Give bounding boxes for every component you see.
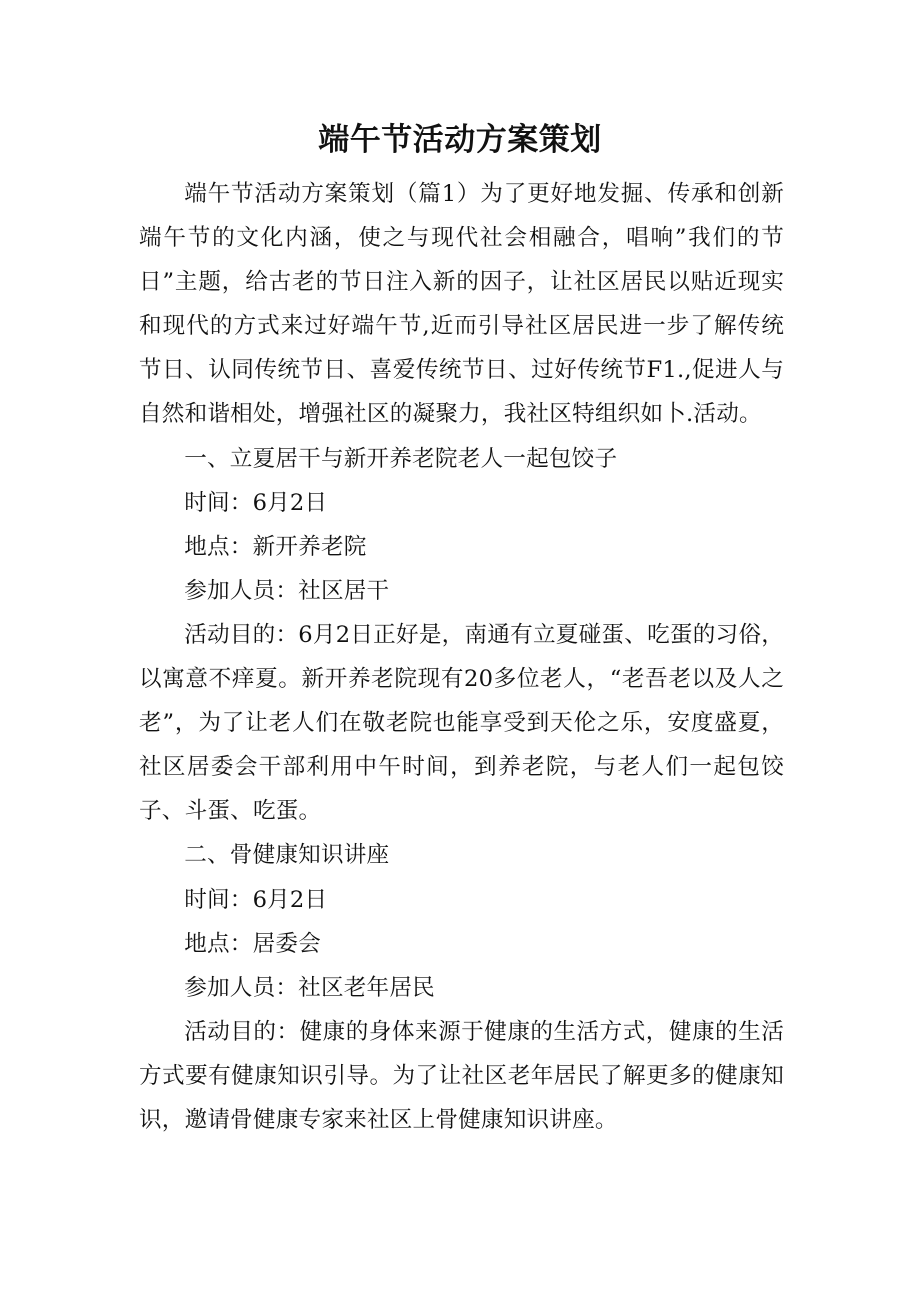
section-2-location: 地点：居委会 (184, 930, 321, 957)
section-heading-1: 一、立夏居干与新开养老院老人一起包饺子 (184, 445, 618, 472)
section-2-time: 时间：6月2日 (184, 886, 328, 913)
section-2-participants: 参加人员：社区老年居民 (184, 974, 435, 1001)
document-body (139, 172, 784, 1142)
document-title: 端午节活动方案策划 (318, 122, 602, 158)
paragraph-intro: 端午节活动方案策划（篇1）为了更好地发掘、传承和创新端午节的文化内涵，使之与现代社会相融合，唱响”我们的节日”主题，给古老的节日注入新的因子，让社区居民以贴近现实和现代的方式来过好端午节,近而引导社区居民进一步了解传统节日、认同传统节日、喜爱传统节日、过好传统节F1.,促进人与自然和谐相处，增强社区的凝聚力，我社区特组织如卜.活动。 (139, 181, 784, 428)
section-1-purpose: 活动目的：6月2日正好是，南通有立夏碰蛋、吃蛋的习俗，以寓意不痒夏。新开养老院现有20多位老人，“老吾老以及人之老”，为了让老人们在敬老院也能享受到天伦之乐，安度盛夏，社区居委会干部利用中午时间，到养老院，与老人们一起包饺子、斗蛋、吃蛋。 (139, 621, 784, 825)
section-2-purpose: 活动目的：健康的身体来源于健康的生活方式，健康的生活方式要有健康知识引导。为了让社区老年居民了解更多的健康知识，邀请骨健康专家来社区上骨健康知识讲座。 (139, 1018, 784, 1133)
section-1-location: 地点：新开养老院 (184, 533, 367, 560)
section-heading-2: 二、骨健康知识讲座 (184, 842, 390, 869)
section-1-participants: 参加人员：社区居干 (184, 577, 390, 604)
section-1-time: 时间：6月2日 (184, 489, 328, 516)
